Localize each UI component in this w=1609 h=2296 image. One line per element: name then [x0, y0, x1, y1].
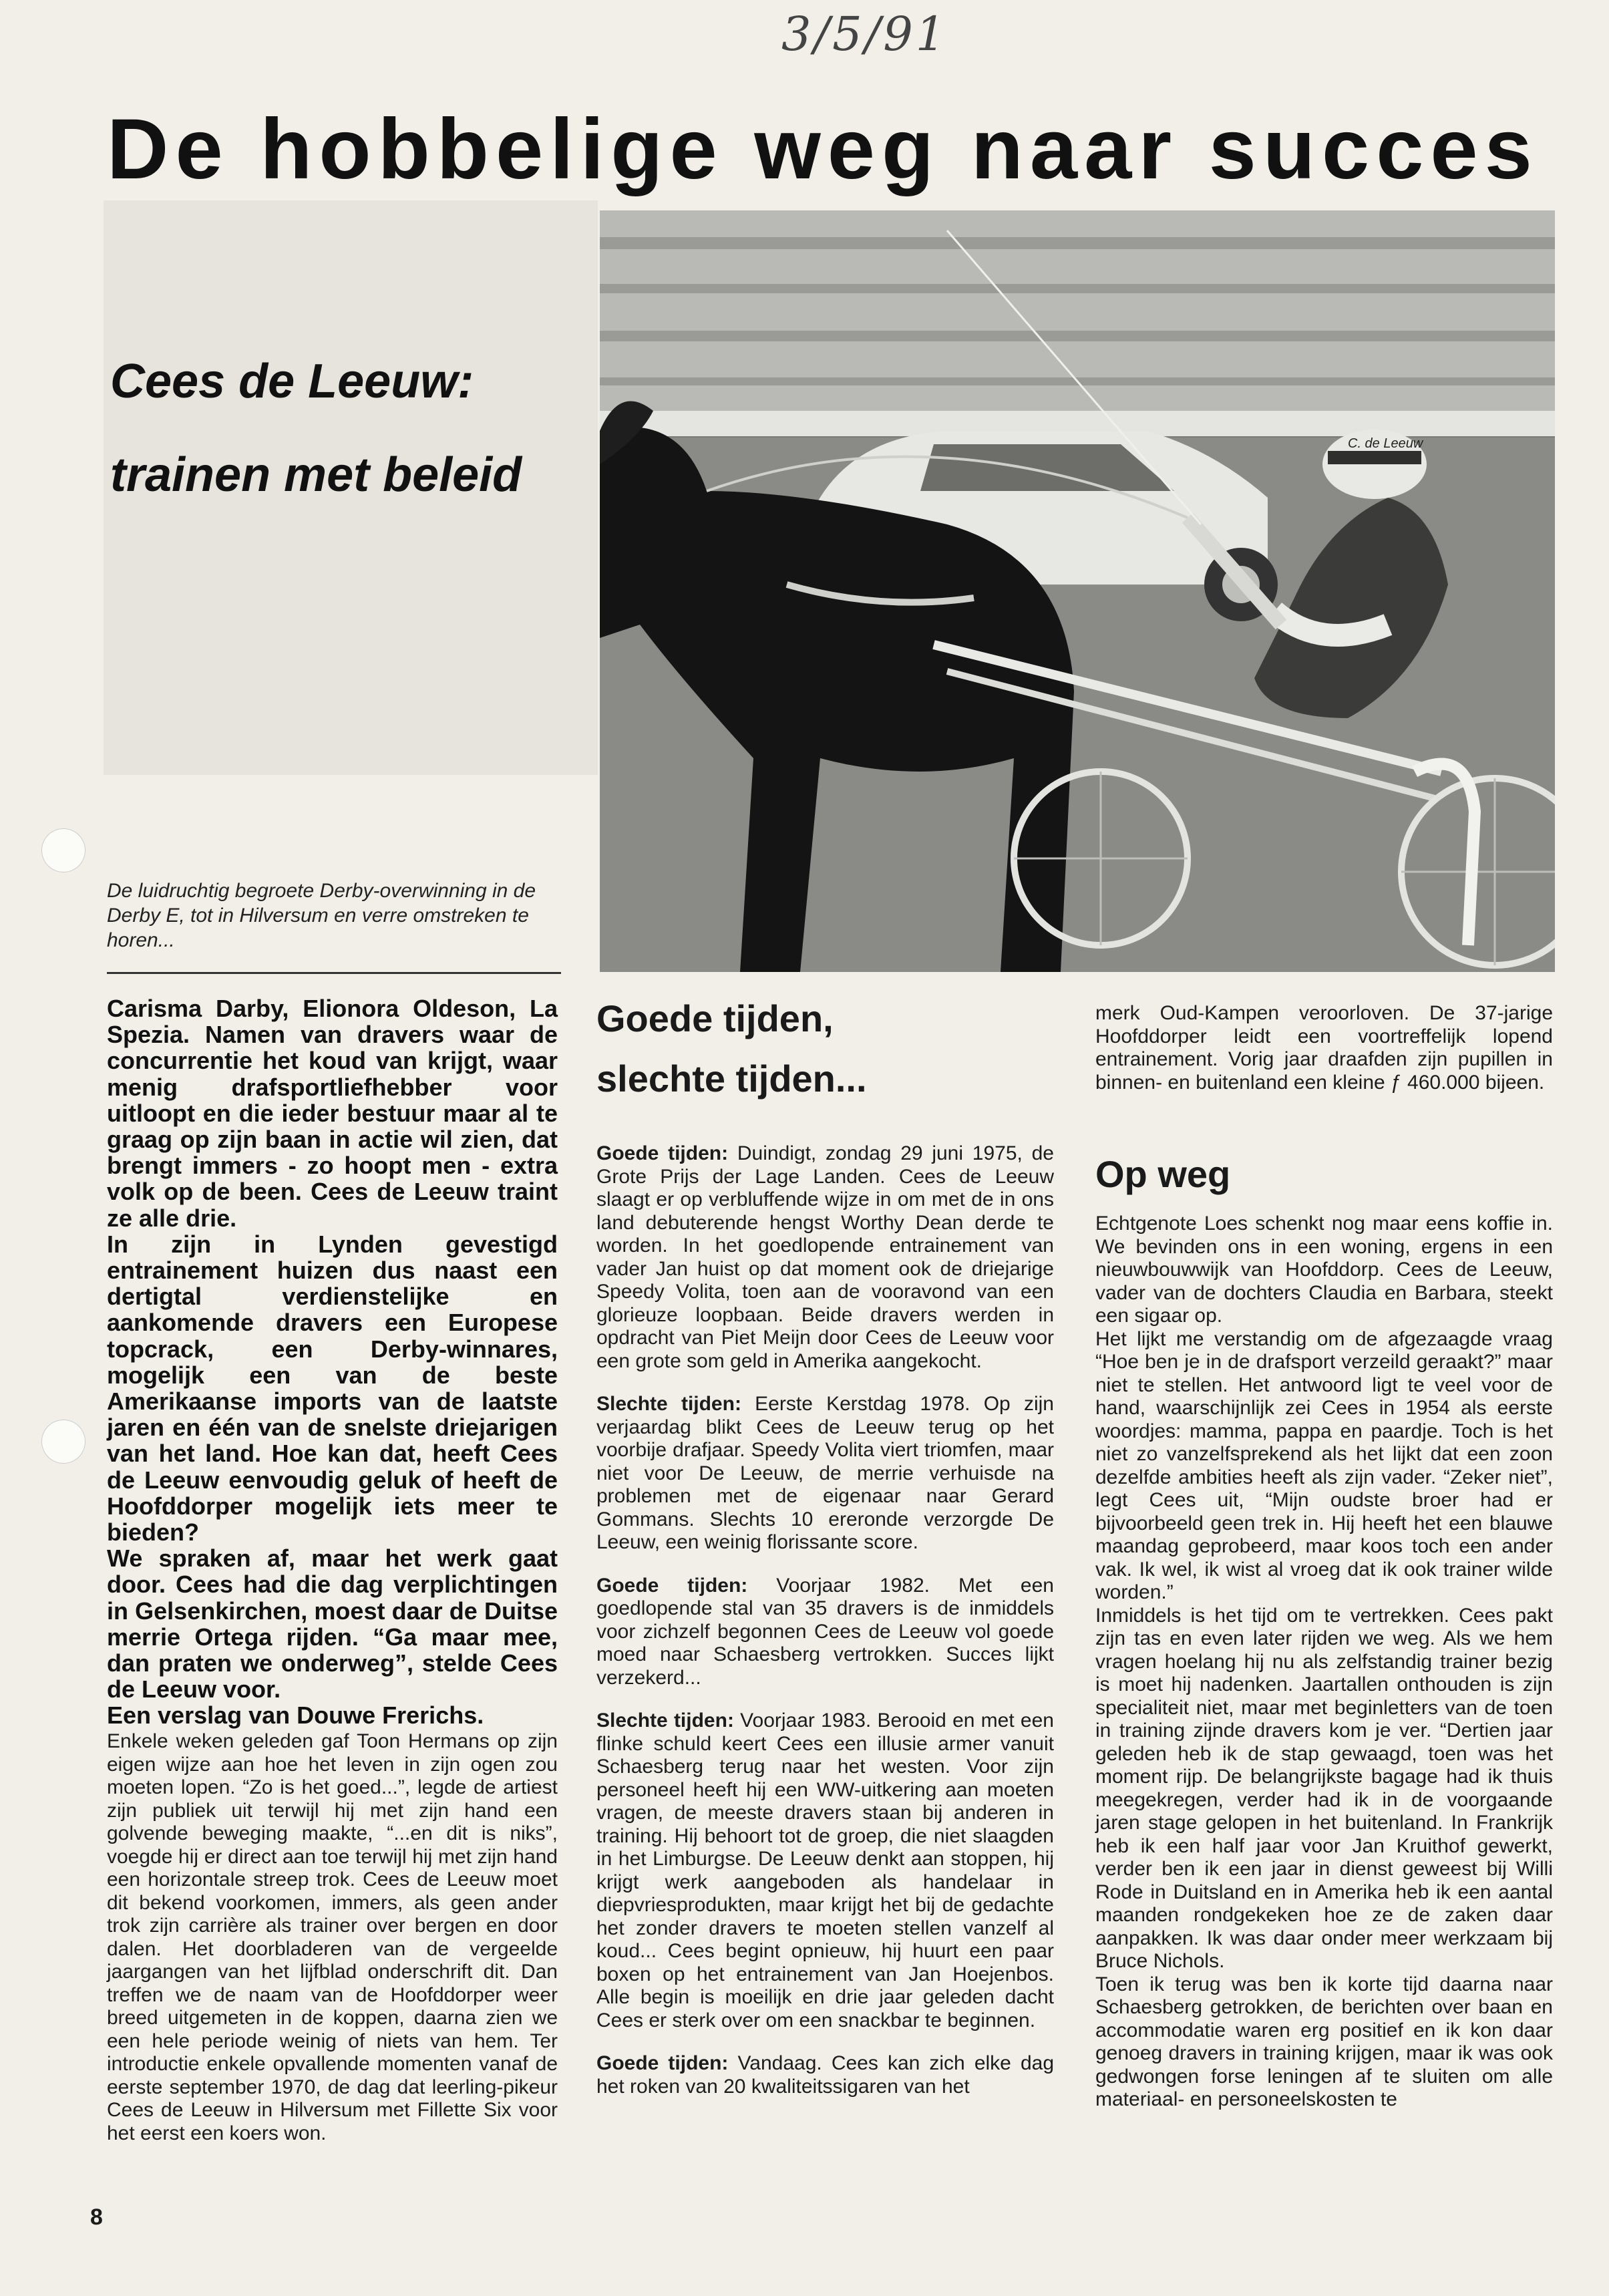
punch-hole — [41, 828, 85, 872]
photo-caption: De luidruchtig begroete Derby-overwinning in de Derby E, tot in Hilversum en verre omstreken te horen... — [107, 880, 536, 951]
column-3-body — [1095, 1212, 1553, 2112]
column-1-body — [107, 1730, 558, 2165]
period-text: Duindigt, zondag 29 juni 1975, de Grote Prijs der Lage Landen. Cees de Leeuw slaagt er op verbluffende wijze in om met de in ons land debuterende hengst Worthy Dean derde te worden. In het goedlopende entrainement van vader Jan huist op dat moment ook de driejarige Speedy Volita, toen aan de vooravond van een glorieuze loopbaan. Beide dravers werden in opdracht van Piet Meijn door Cees de Leeuw voor een grote som geld in Amerika aangekocht. — [596, 1142, 1054, 1372]
period-text: Voorjaar 1982. Met een goedlopende stal van 35 dravers is de inmiddels voor zichzelf begonnen Cees de Leeuw vol goede moed naar Schaesberg vertrokken. Succes lijkt verzekerd... — [596, 1574, 1054, 1689]
headline: De hobbelige weg naar succes — [107, 102, 1539, 197]
page-number: 8 — [90, 2204, 103, 2230]
column-3-continuation — [1095, 1002, 1553, 1114]
body-paragraph — [596, 1142, 1054, 1373]
period-label: Slechte tijden: — [596, 1393, 741, 1415]
column-2-body — [596, 1142, 1054, 2118]
handwritten-date: 3/5/91 — [781, 7, 948, 61]
body-paragraph — [596, 1393, 1054, 1554]
body-paragraph — [596, 1575, 1054, 1690]
caption-divider — [107, 972, 561, 974]
body-paragraph: Inmiddels is het tijd om te vertrekken. Cees pakt zijn tas en even later rijden we weg. Als we hem vragen hoelang hij nu als zelfstandig trainer bezig is moet hij nadenken. Jaartallen onthouden is zijn specialiteit niet, maar met beginletters van de toen in training zijnde dravers kom je ver. “Dertien jaar geleden heb ik de stap gewaagd, toen was het moment rijp. De belangrijkste bagage had ik thuis meegekregen, verder had ik in de voorgaande jaren stage gelopen in het buitenland. In Frankrijk heb ik een half jaar voor Jan Kruithof gewerkt, verder ben ik een jaar in dienst geweest bij Willi Rode in Duitsland en in Amerika heb ik een aantal maanden rondgekeken hoe ze de zaken daar aanpakken. Ik was daar onder meer werkzaam bij Bruce Nichols. — [1095, 1604, 1553, 1972]
section-heading-goede-tijden — [596, 989, 1051, 1109]
harness-race-illustration — [600, 210, 1555, 972]
body-paragraph: Het lijkt me verstandig om de afgezaagde vraag “Hoe ben je in de drafsport verzeild geraakt?” maar niet te stellen. Het antwoord ligt te veel voor de hand, waarschijnlijk zei Cees in 1954 als eerste woordjes: mamma, pappa en paardje. Toch is het niet zo vanzelfsprekend als het lijkt dat een zoon dezelfde ambities heeft als zijn vader. “Zeker niet”, legt Cees uit, “Mijn oudste broer had er bijvoorbeeld geen trek in. Hij heeft het een blauwe maandag geprobeerd, maar koos toch een ander vak. Ik wel, ik wist al vroeg dat ik ook trainer wilde worden.” — [1095, 1327, 1553, 1603]
period-text: Eerste Kerstdag 1978. Op zijn verjaardag blikt Cees de Leeuw terug op het voorbije drafjaar. Speedy Volita viert triomfen, maar niet voor De Leeuw, de merrie verhuisde na problemen met de eigenaar naar Gerard Gommans. Slechts 10 ereronde verzorgde De Leeuw, een weinig florissante score. — [596, 1393, 1054, 1553]
body-paragraph — [596, 1709, 1054, 2032]
subtitle-line-1: Cees de Leeuw: — [110, 355, 474, 408]
section-heading-op-weg: Op weg — [1095, 1153, 1231, 1195]
period-text: Voorjaar 1983. Berooid en met een flinke schuld keert Cees een illusie armer vanuit Schaesberg terug naar het westen. Voor zijn personeel heeft hij een WW-uitkering aan moeten vragen, de meeste dravers staan bij anderen in training. Hij behoort tot de groep, die niet slaagden in het Limburgse. De Leeuw denkt aan stoppen, hij krijgt werk aangeboden als handelaar in diepvriesprodukten, maar krijgt het bij de gedachte het zonder dravers te moeten stellen vanzelf al koud... Cees begint opnieuw, hij huurt een paar boxen op het entrainement van Jan Hoejenbos. Alle begin is moeilijk en drie jaar geleden dacht Cees er sterk over om een snackbar te beginnen. — [596, 1709, 1054, 2031]
lead-intro — [107, 995, 558, 1729]
helmet-text: C. de Leeuw — [1348, 436, 1423, 451]
lead-byline: Een verslag van Douwe Frerichs. — [107, 1701, 484, 1730]
section-heading-line-1: Goede tijden, — [596, 997, 834, 1039]
body-paragraph: Toen ik terug was ben ik korte tijd daarna naar Schaesberg getrokken, de berichten over baan en accommodatie waren erg positief en ik kon daar genoeg dravers in training krijgen, maar ik was ook gedwongen forse leningen af te sluiten om alle materiaal- en personeelskosten te — [1095, 1973, 1553, 2110]
lead-paragraph: We spraken af, maar het werk gaat door. Cees had die dag verplichtingen in Gelsenkirchen, moest daar de Duitse merrie Ortega rijden. “Ga maar mee, dan praten we onderweg”, stelde Cees de Leeuw voor. — [107, 1544, 558, 1703]
body-paragraph: merk Oud-Kampen veroorloven. De 37-jarige Hoofddorper leidt een voortreffelijk lopend entrainement. Vorig jaar draafden zijn pupillen in binnen- en buitenland een kleine ƒ 460.000 bijeen. — [1095, 1002, 1553, 1094]
subtitle-line-2: trainen met beleid — [110, 448, 522, 502]
lead-paragraph: Carisma Darby, Elionora Oldeson, La Spezia. Namen van dravers waar de concurrentie het koud van krijgt, waar menig drafsportliefhebber voor uitloopt en die ieder bestuur maar al te graag op zijn baan in actie wil zien, dat brengt immers - zo hoopt men - extra volk op de been. Cees de Leeuw traint ze alle drie. — [107, 995, 558, 1232]
period-text: Vandaag. Cees kan zich elke dag het roken van 20 kwaliteitssigaren van het — [596, 2052, 1055, 2098]
lead-paragraph: In zijn in Lynden gevestigd entrainement huizen dus naast een dertigtal verdienstelijke en aankomende dravers een Europese topcrack, een Derby-winnares, mogelijk een van de beste Amerikaanse imports van de laatste jaren en één van de snelste driejarigen van het land. Hoe kan dat, heeft Cees de Leeuw eenvoudig geluk of heeft de Hoofddorper mogelijk iets meer te bieden? — [107, 1230, 558, 1546]
period-label: Goede tijden: — [596, 1574, 748, 1597]
punch-hole — [41, 1420, 85, 1464]
period-label: Goede tijden: — [596, 2052, 729, 2074]
body-paragraph — [596, 2052, 1054, 2098]
section-heading-line-2: slechte tijden... — [596, 1057, 867, 1100]
period-label: Goede tijden: — [596, 1142, 729, 1164]
period-label: Slechte tijden: — [596, 1709, 734, 1732]
body-paragraph: Echtgenote Loes schenkt nog maar eens koffie in. We bevinden ons in een woning, ergens in een nieuwbouwwijk van Hoofddorp. Cees de Leeuw, vader van de dochters Claudia en Barbara, steekt een sigaar op. — [1095, 1212, 1553, 1327]
harness-race-photo — [600, 210, 1555, 972]
body-paragraph: Enkele weken geleden gaf Toon Hermans op zijn eigen wijze aan hoe het leven in zijn ogen zou moeten lopen. “Zo is het goed...”, legde de artiest zijn publiek uit terwijl hij met zijn hand een golvende beweging maakte, “...en dit is niks”, voegde hij er direct aan toe terwijl hij met zijn hand een horizontale streep trok. Cees de Leeuw moet dit bekend voorkomen, immers, als geen ander trok zijn carrière als trainer over bergen en door dalen. Het doorbladeren van de vergeelde jaargangen van het lijfblad onderschrift dit. Dan treffen we de naam van de Hoofddorper weer breed uitgemeten in de koppen, daarna zien we een hele periode weinig of niets van hem. Ter introductie enkele opvallende momenten vanaf de eerste september 1970, de dag dat leerling-pikeur Cees de Leeuw in Hilversum met Fillette Six voor het eerst een koers won. — [107, 1730, 558, 2144]
